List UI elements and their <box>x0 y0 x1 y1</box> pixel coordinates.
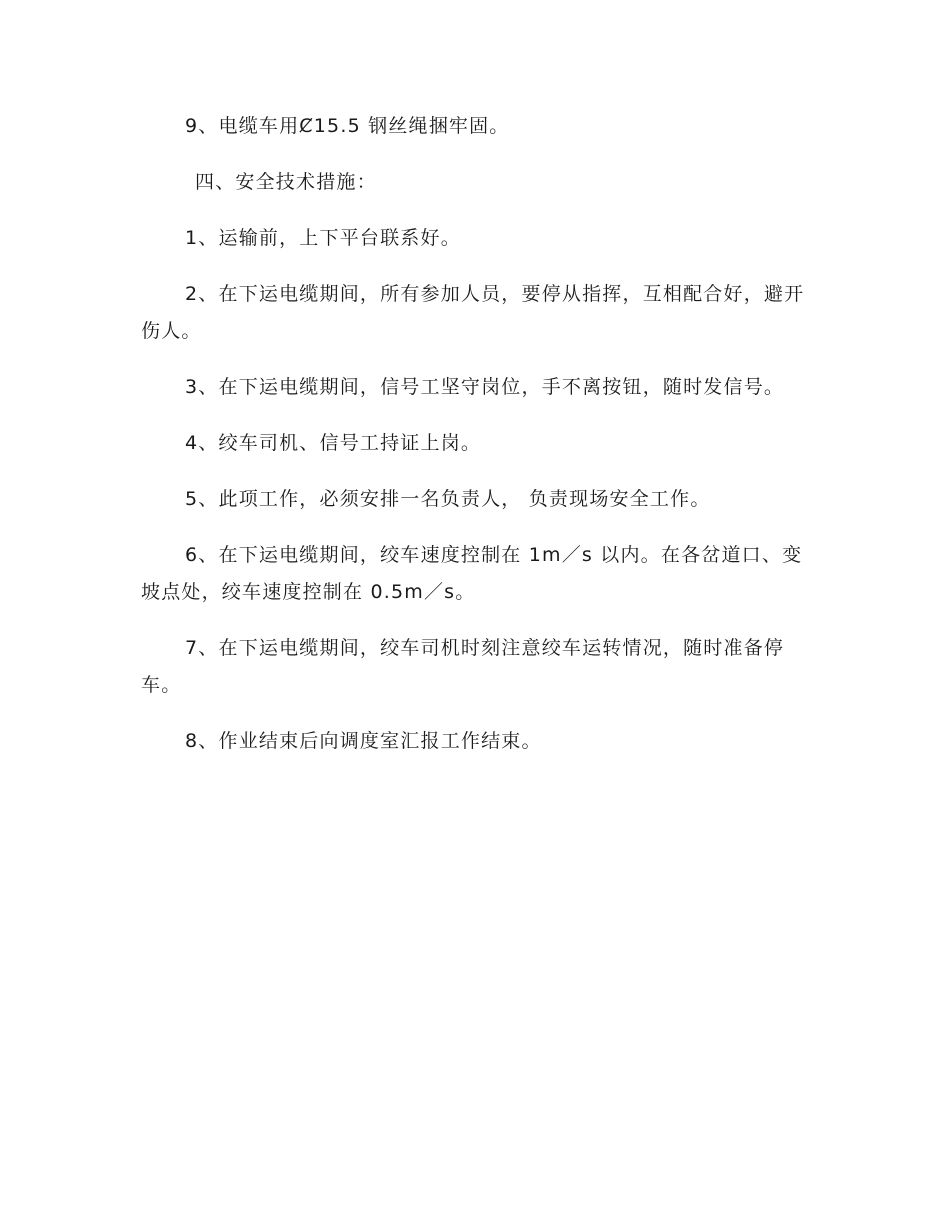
paragraph-item-8: 8、作业结束后向调度室汇报工作结束。 <box>185 730 542 752</box>
paragraph-item-4: 4、绞车司机、信号工持证上岗。 <box>185 432 482 454</box>
paragraph-item-5: 5、此项工作，必须安排一名负责人， 负责现场安全工作。 <box>185 488 711 510</box>
paragraph-item-1: 1、运输前，上下平台联系好。 <box>185 227 461 249</box>
section-heading-safety-measures: 四、安全技术措施： <box>195 171 377 193</box>
document-body <box>141 108 813 779</box>
paragraph-item-3: 3、在下运电缆期间，信号工坚守岗位，手不离按钮，随时发信号。 <box>185 376 785 398</box>
paragraph-item-9: 9、电缆车用Ȼ15.5 钢丝绳捆牢固。 <box>185 115 510 137</box>
paragraph-item-7: 7、在下运电缆期间，绞车司机时刻注意绞车运转情况，随时准备停车。 <box>141 637 785 696</box>
paragraph-item-6: 6、在下运电缆期间，绞车速度控制在 1m／s 以内。在各岔道口、变坡点处，绞车速度控制在 0.5m／s。 <box>141 544 803 603</box>
paragraph-item-2: 2、在下运电缆期间，所有参加人员，要停从指挥，互相配合好，避开伤人。 <box>141 283 805 342</box>
